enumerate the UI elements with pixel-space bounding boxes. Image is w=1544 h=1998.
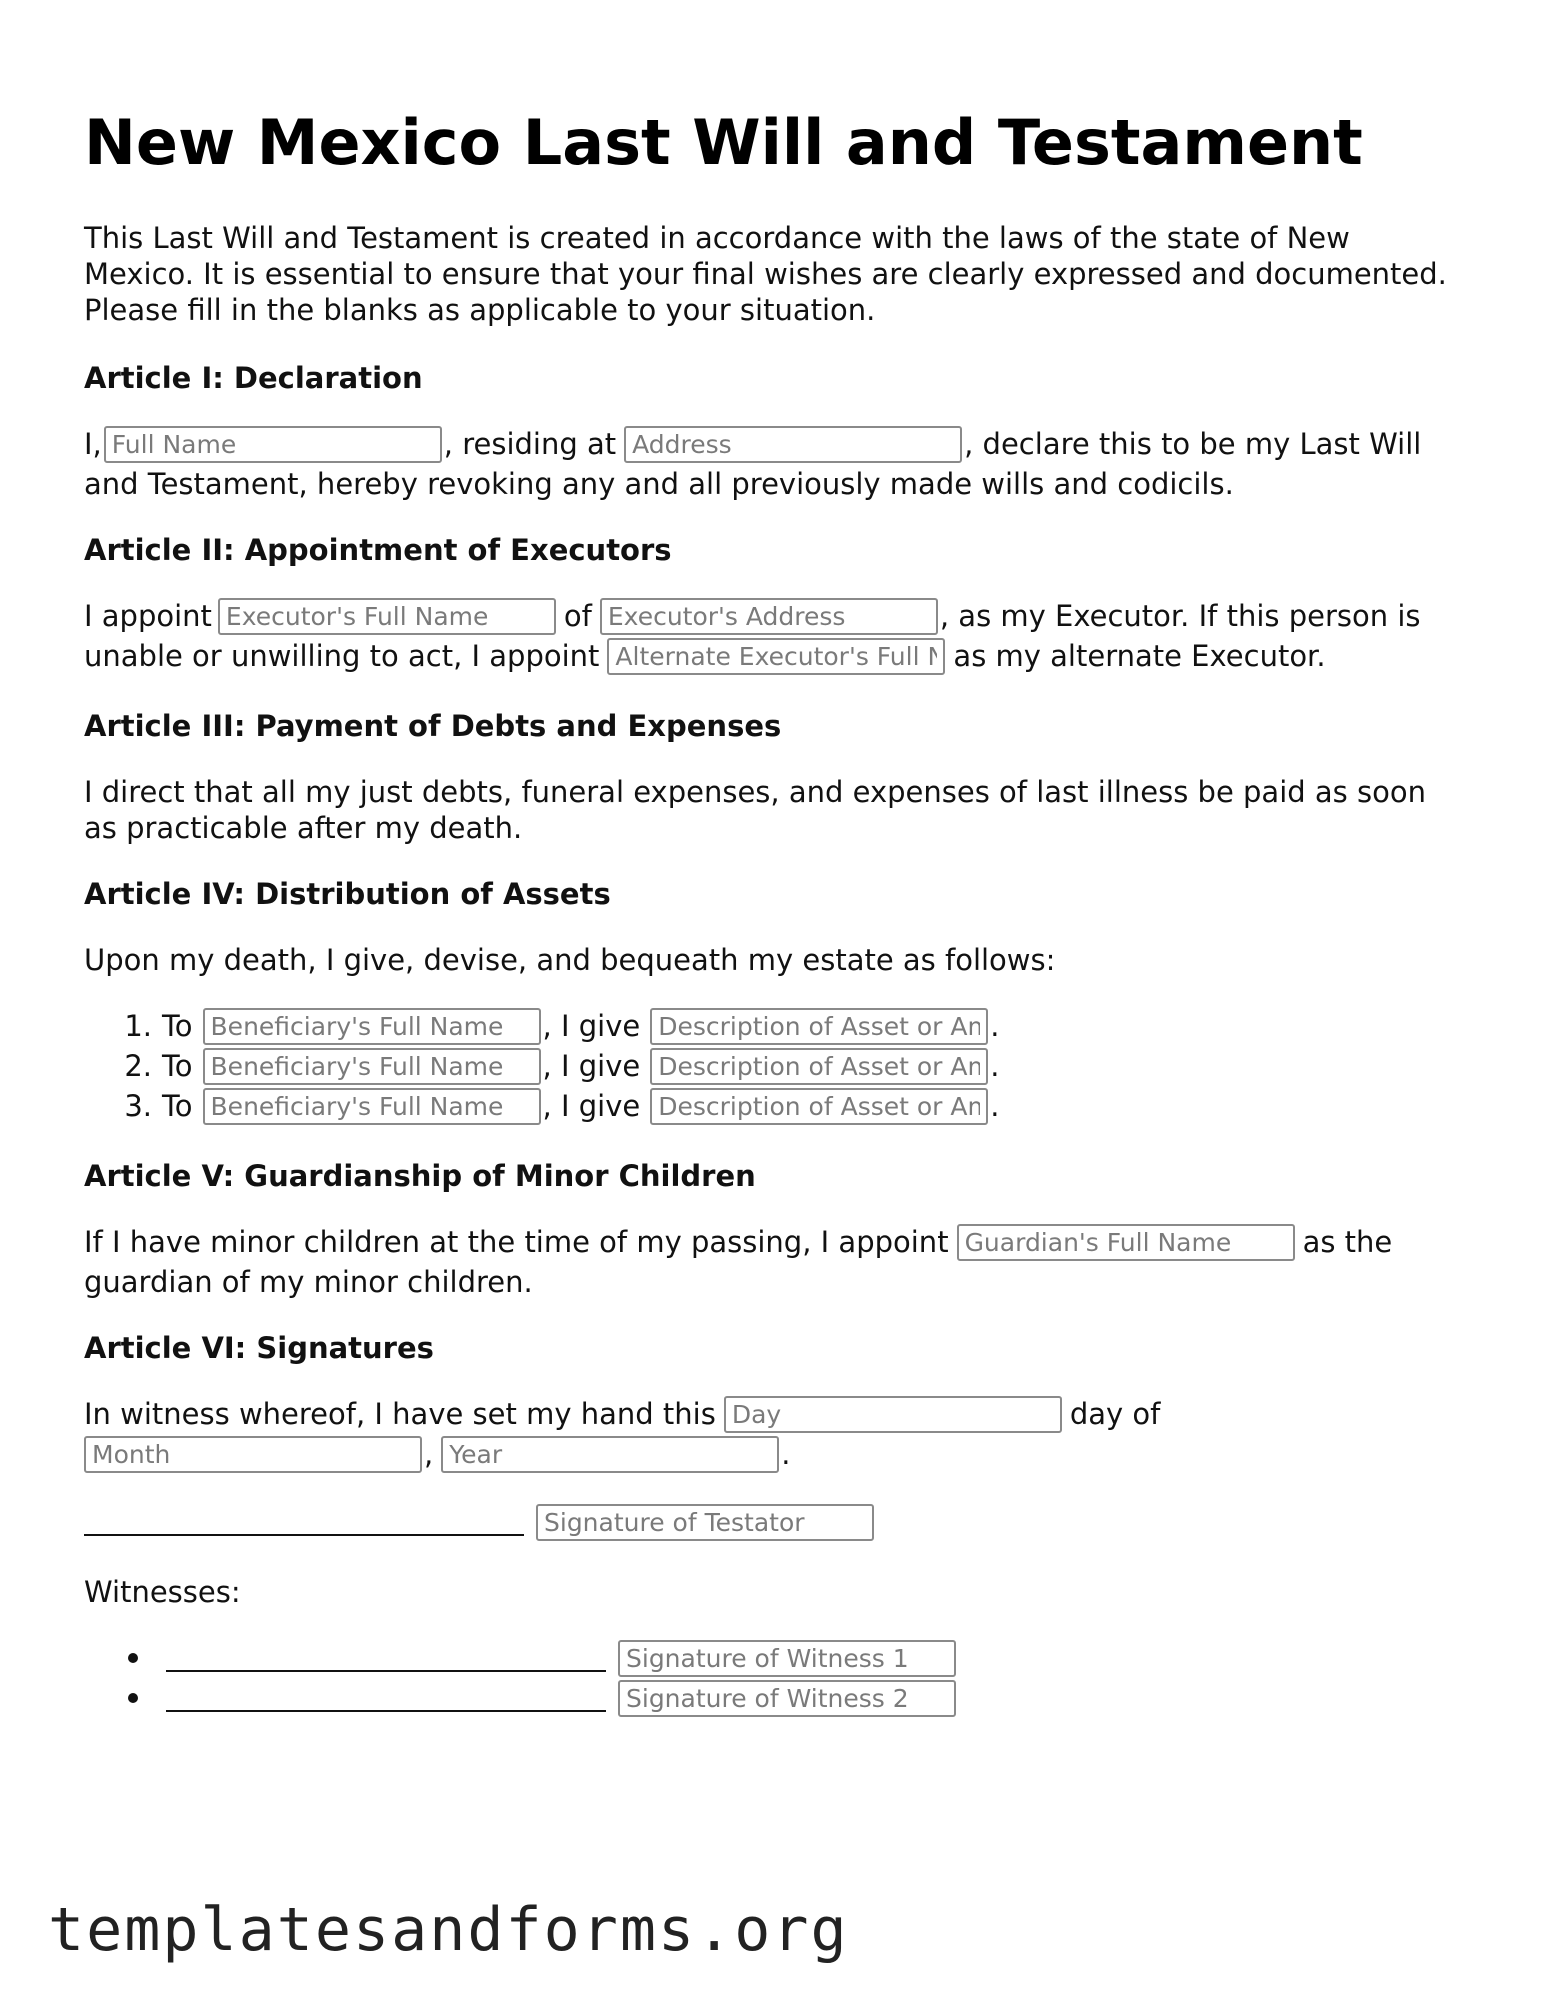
article-5-line-2: guardian of my minor children. xyxy=(84,1265,533,1299)
article-4-intro: Upon my death, I give, devise, and bequeath my estate as follows: xyxy=(84,943,1056,977)
item-number: 1. xyxy=(124,1009,152,1043)
executor-name-input[interactable] xyxy=(218,598,556,635)
witness-1-signature-line xyxy=(166,1644,606,1672)
article-2-text-executor: , as my Executor. If this person is xyxy=(939,599,1421,633)
bullet-icon xyxy=(128,1653,138,1663)
article-2-heading: Article II: Appointment of Executors xyxy=(84,533,672,567)
article-1-text-declare: , declare this to be my Last Will xyxy=(964,427,1422,461)
witness-2-signature-input[interactable] xyxy=(618,1680,956,1717)
asset-2-input[interactable] xyxy=(650,1048,988,1085)
asset-3-input[interactable] xyxy=(650,1088,988,1125)
beneficiary-3-input[interactable] xyxy=(203,1088,541,1125)
item-text-end: . xyxy=(990,1009,1000,1043)
testator-signature-line xyxy=(84,1508,524,1536)
article-6-text-day-of: day of xyxy=(1069,1397,1161,1431)
item-number: 2. xyxy=(124,1049,152,1083)
article-1-text-i: I, xyxy=(84,427,102,461)
witness-1-signature-input[interactable] xyxy=(618,1640,956,1677)
distribution-item-2 xyxy=(114,1046,999,1086)
testator-signature-row xyxy=(84,1502,876,1542)
article-5-line-1 xyxy=(84,1222,1392,1262)
day-input[interactable] xyxy=(724,1396,1062,1433)
article-1-line-2: and Testament, hereby revoking any and all previously made wills and codicils. xyxy=(84,467,1234,501)
item-text-to: To xyxy=(162,1089,193,1123)
article-2-text-alternate: as my alternate Executor. xyxy=(953,639,1326,673)
intro-paragraph: This Last Will and Testament is created in accordance with the laws of the state of New Mexico. It is essential to ensure that your final wishes are clearly expressed and documented. Please fill in the blanks as applicable to your situation. xyxy=(84,221,1447,327)
article-6-line-1 xyxy=(84,1394,1160,1434)
article-6-period: . xyxy=(781,1437,791,1471)
footer-watermark: templatesandforms.org xyxy=(48,1895,849,1965)
article-6-text-witness: In witness whereof, I have set my hand this xyxy=(84,1397,716,1431)
article-2-line-2 xyxy=(84,636,1326,676)
article-3-text: I direct that all my just debts, funeral expenses, and expenses of last illness be paid as soon as practicable after my death. xyxy=(84,775,1426,845)
month-input[interactable] xyxy=(84,1436,422,1473)
article-1-line-1 xyxy=(84,424,1421,464)
address-input[interactable] xyxy=(624,426,962,463)
asset-1-input[interactable] xyxy=(650,1008,988,1045)
beneficiary-1-input[interactable] xyxy=(203,1008,541,1045)
item-text-give: , I give xyxy=(542,1049,641,1083)
article-4-heading: Article IV: Distribution of Assets xyxy=(84,877,611,911)
article-5-text-appoint: If I have minor children at the time of my passing, I appoint xyxy=(84,1225,949,1259)
witness-2-row xyxy=(128,1678,958,1718)
witness-2-signature-line xyxy=(166,1684,606,1712)
item-text-give: , I give xyxy=(542,1009,641,1043)
article-6-heading: Article VI: Signatures xyxy=(84,1331,434,1365)
alternate-executor-input[interactable] xyxy=(607,638,945,675)
testator-signature-input[interactable] xyxy=(536,1504,874,1541)
executor-address-input[interactable] xyxy=(600,598,938,635)
bullet-icon xyxy=(128,1693,138,1703)
item-text-end: . xyxy=(990,1049,1000,1083)
witness-1-row xyxy=(128,1638,958,1678)
article-2-text-appoint: I appoint xyxy=(84,599,212,633)
witnesses-label: Witnesses: xyxy=(84,1575,241,1609)
item-number: 3. xyxy=(124,1089,152,1123)
article-1-heading: Article I: Declaration xyxy=(84,361,423,395)
year-input[interactable] xyxy=(441,1436,779,1473)
article-1-text-residing: , residing at xyxy=(443,427,617,461)
full-name-input[interactable] xyxy=(104,426,442,463)
guardian-name-input[interactable] xyxy=(957,1224,1295,1261)
item-text-to: To xyxy=(162,1009,193,1043)
distribution-item-1 xyxy=(114,1006,999,1046)
article-2-text-unable: unable or unwilling to act, I appoint xyxy=(84,639,600,673)
article-6-line-2 xyxy=(84,1434,790,1474)
article-5-heading: Article V: Guardianship of Minor Children xyxy=(84,1159,756,1193)
page-title: New Mexico Last Will and Testament xyxy=(84,106,1363,179)
article-6-comma: , xyxy=(424,1437,434,1471)
article-2-text-of: of xyxy=(563,599,592,633)
article-2-line-1 xyxy=(84,596,1421,636)
article-5-text-as-the: as the xyxy=(1302,1225,1393,1259)
item-text-give: , I give xyxy=(542,1089,641,1123)
distribution-item-3 xyxy=(114,1086,999,1126)
item-text-to: To xyxy=(162,1049,193,1083)
item-text-end: . xyxy=(990,1089,1000,1123)
article-3-heading: Article III: Payment of Debts and Expenses xyxy=(84,709,782,743)
beneficiary-2-input[interactable] xyxy=(203,1048,541,1085)
